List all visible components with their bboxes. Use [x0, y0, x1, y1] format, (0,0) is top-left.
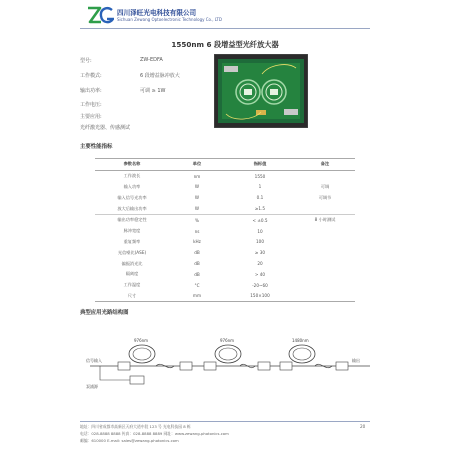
- table-cell: [295, 258, 355, 269]
- table-cell: 工作波长: [123, 173, 141, 179]
- spec-table: [95, 158, 355, 302]
- input-label: 信号输入: [86, 358, 102, 363]
- output-label: 输出: [352, 358, 360, 363]
- fiber-coil-icon: [289, 345, 315, 363]
- table-row: [95, 269, 355, 280]
- company-name-en: Sichuan Zewang Optoelectronic Technology Co., LTD: [117, 17, 222, 22]
- table-cell: [295, 280, 355, 291]
- table-cell: 100: [256, 239, 264, 245]
- fiber-coil-icon: [129, 345, 155, 363]
- table-header: 参数名称: [95, 159, 169, 171]
- table-cell: [295, 237, 355, 248]
- isolator-icon: [180, 362, 192, 370]
- table-cell: < ±0.5: [225, 214, 295, 225]
- table-cell: [295, 247, 355, 258]
- isolator-icon: [204, 362, 216, 370]
- table-cell: > 40: [254, 271, 266, 277]
- info-row-mode: [80, 72, 210, 79]
- table-cell: 可调: [320, 183, 330, 189]
- table-cell: W: [194, 206, 200, 212]
- table-cell: 光信噪比(ASE): [117, 249, 147, 255]
- table-cell: 脉冲宽度: [123, 228, 141, 234]
- info-label: 工作模式:: [80, 73, 102, 79]
- table-cell: [295, 291, 355, 302]
- table-row: [95, 203, 355, 214]
- table-cell: 150×100: [225, 291, 295, 302]
- info-label: 型号:: [80, 58, 92, 64]
- info-label: 光纤激光器、传感测试: [80, 125, 131, 131]
- table-cell: W: [194, 195, 200, 201]
- table-cell: %: [169, 214, 225, 225]
- table-row: [95, 192, 355, 203]
- isolator-icon: [336, 362, 348, 370]
- table-cell: 放大后输出功率: [117, 205, 147, 211]
- table-cell: -20~60: [252, 282, 268, 288]
- table-row: [95, 214, 355, 225]
- table-cell: 重复频率: [123, 238, 141, 244]
- table-cell: [295, 226, 355, 237]
- info-value: 6 段增益脉冲放大: [140, 73, 180, 79]
- table-header: 指标值: [225, 159, 295, 171]
- table-header: 单位: [169, 159, 225, 171]
- table-row: [95, 170, 355, 181]
- table-row: [95, 291, 355, 302]
- info-row-model: [80, 57, 210, 64]
- table-cell: °C: [194, 282, 200, 288]
- isolator-icon: [258, 362, 270, 370]
- page-number: 20: [360, 424, 366, 429]
- info-label: 输出功率:: [80, 88, 102, 94]
- table-cell: [295, 170, 355, 181]
- info-row-voltage: [80, 101, 102, 108]
- fiber-coil-icon: [215, 345, 241, 363]
- stage-label: 976nm: [134, 338, 149, 343]
- table-cell: 20: [257, 261, 263, 267]
- footer-email: 邮编：610000 E-mail: sales@zewang-photonics.com: [80, 438, 179, 443]
- table-row: [95, 280, 355, 291]
- info-row-application: [80, 113, 102, 120]
- table-row: [95, 247, 355, 258]
- table-row: [95, 182, 355, 193]
- footer-address: 地址：四川省成都市高新区天府大道中段 123 号 光电科技园 8 栋: [80, 424, 191, 429]
- info-row-power: [80, 87, 210, 94]
- table-cell: 偏振消光比: [121, 260, 143, 266]
- table-cell: 1550: [254, 173, 266, 179]
- table-cell: 10: [257, 228, 263, 234]
- table-cell: dB: [194, 250, 200, 256]
- isolator-icon: [118, 362, 130, 370]
- table-cell: dB: [194, 271, 200, 277]
- isolator-icon: [280, 362, 292, 370]
- table-cell: [295, 203, 355, 214]
- optical-path-diagram: [80, 322, 380, 392]
- table-header-row: [95, 159, 355, 171]
- info-value: 可调 ≥ 1W: [140, 88, 166, 94]
- info-row-application-detail: [80, 124, 130, 131]
- diagram-section-heading: 典型应用光路结构图: [80, 310, 129, 316]
- table-cell: nm: [193, 173, 201, 179]
- table-cell: 可调节: [318, 194, 332, 200]
- table-cell: ≥1.5: [254, 206, 266, 212]
- stage-label: 976nm: [220, 338, 235, 343]
- info-value: ZW-EDFA: [140, 57, 163, 63]
- table-cell: kHz: [193, 239, 201, 245]
- pump-laser-icon: [130, 376, 144, 384]
- spec-section-heading: 主要性能指标: [80, 144, 113, 150]
- info-label: 工作电压:: [80, 102, 102, 108]
- table-cell: W: [194, 184, 200, 190]
- table-cell: 隔离度: [125, 271, 139, 277]
- table-cell: 输入信号光功率: [117, 194, 147, 200]
- footer-divider: [80, 421, 370, 422]
- table-cell: 8 小时测试: [295, 214, 355, 225]
- table-cell: 1: [258, 184, 262, 190]
- table-cell: mm: [169, 291, 225, 302]
- table-cell: ns: [194, 228, 200, 234]
- table-row: [95, 258, 355, 269]
- table-cell: 输入功率: [123, 183, 141, 189]
- footer-contact: 电话：028-8888 8888 传真：028-8888 8889 网址：www.zewang-photonics.com: [80, 431, 229, 436]
- table-cell: 0.1: [256, 195, 264, 201]
- table-cell: [295, 269, 355, 280]
- stage-label: 1480nm: [292, 338, 309, 343]
- table-cell: 工作温度: [123, 282, 141, 288]
- table-row: [95, 226, 355, 237]
- table-header: 备注: [295, 159, 355, 171]
- table-cell: 尺寸: [95, 291, 169, 302]
- product-photo: [214, 54, 308, 128]
- info-label: 主要应用:: [80, 114, 102, 120]
- company-logo: [86, 5, 114, 27]
- pump-label: 泵浦源: [86, 384, 98, 389]
- table-cell: dB: [194, 261, 200, 267]
- table-cell: ≥ 30: [254, 250, 266, 256]
- table-row: [95, 237, 355, 248]
- document-title: 1550nm 6 段增益型光纤放大器: [171, 40, 279, 49]
- table-cell: 输出功率稳定性: [95, 214, 169, 225]
- company-name-cn: 四川泽旺光电科技有限公司: [117, 9, 197, 17]
- header-divider: [80, 28, 370, 29]
